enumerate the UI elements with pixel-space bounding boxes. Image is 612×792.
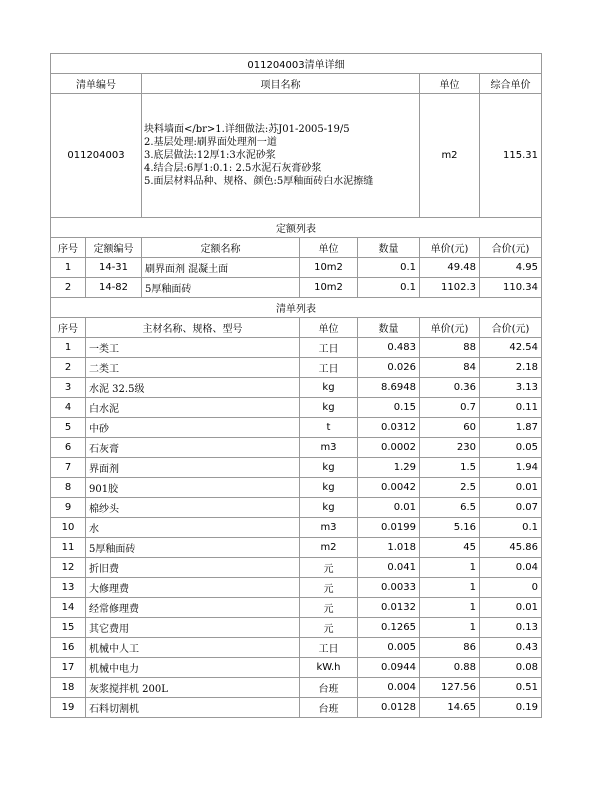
cell: 水 xyxy=(86,518,300,538)
cell: 台班 xyxy=(300,678,358,698)
cell: 1 xyxy=(420,618,480,638)
cell: 1 xyxy=(420,578,480,598)
cell: 中砂 xyxy=(86,418,300,438)
cell: 10m2 xyxy=(300,278,358,298)
table-row xyxy=(51,558,542,578)
cell: 3.13 xyxy=(480,378,542,398)
cell: 1.018 xyxy=(358,538,420,558)
cell: 0.51 xyxy=(480,678,542,698)
cell: kg xyxy=(300,458,358,478)
cell: 0.0312 xyxy=(358,418,420,438)
table-row xyxy=(51,538,542,558)
cell: 二类工 xyxy=(86,358,300,378)
cell: 折旧费 xyxy=(86,558,300,578)
materials-header: 单位 xyxy=(300,318,358,338)
cell: 0.1265 xyxy=(358,618,420,638)
table-row xyxy=(51,518,542,538)
cell: 0.1 xyxy=(480,518,542,538)
cell: 9 xyxy=(51,498,86,518)
cell: 45 xyxy=(420,538,480,558)
cell: 0.01 xyxy=(480,478,542,498)
cell: 0 xyxy=(480,578,542,598)
cell: 白水泥 xyxy=(86,398,300,418)
cell: 0.01 xyxy=(480,598,542,618)
item-code: 011204003 xyxy=(51,94,142,218)
cell: 2.5 xyxy=(420,478,480,498)
cell: 1 xyxy=(51,338,86,358)
cell: 1.29 xyxy=(358,458,420,478)
cell: 2.18 xyxy=(480,358,542,378)
cell: 一类工 xyxy=(86,338,300,358)
table-row xyxy=(51,378,542,398)
cell: 其它费用 xyxy=(86,618,300,638)
cell: 49.48 xyxy=(420,258,480,278)
cell: 0.004 xyxy=(358,678,420,698)
cell: 0.0042 xyxy=(358,478,420,498)
page-title: 011204003清单详细 xyxy=(51,54,542,74)
cell: 13 xyxy=(51,578,86,598)
cell: 0.0199 xyxy=(358,518,420,538)
cell: 元 xyxy=(300,558,358,578)
cell: 0.0033 xyxy=(358,578,420,598)
cell: 14-31 xyxy=(86,258,142,278)
table-row xyxy=(51,338,542,358)
cell: 12 xyxy=(51,558,86,578)
cell: 0.0944 xyxy=(358,658,420,678)
item-price: 115.31 xyxy=(480,94,542,218)
cell: 4 xyxy=(51,398,86,418)
name-header: 项目名称 xyxy=(142,74,420,94)
cell: 88 xyxy=(420,338,480,358)
cell: kg xyxy=(300,378,358,398)
cell: 元 xyxy=(300,618,358,638)
quota-section-title: 定额列表 xyxy=(51,218,542,238)
cell: 127.56 xyxy=(420,678,480,698)
cell: 0.15 xyxy=(358,398,420,418)
cell: 工日 xyxy=(300,358,358,378)
cell: 0.1 xyxy=(358,258,420,278)
cell: 1.87 xyxy=(480,418,542,438)
cell: 刷界面剂 混凝土面 xyxy=(142,258,300,278)
materials-header: 合价(元) xyxy=(480,318,542,338)
cell: 石料切割机 xyxy=(86,698,300,718)
cell: 5厚釉面砖 xyxy=(142,278,300,298)
cell: m3 xyxy=(300,438,358,458)
cell: 0.11 xyxy=(480,398,542,418)
materials-rows xyxy=(51,338,542,718)
cell: kg xyxy=(300,498,358,518)
cell: 0.04 xyxy=(480,558,542,578)
cell: 台班 xyxy=(300,698,358,718)
cell: 84 xyxy=(420,358,480,378)
cell: 机械中人工 xyxy=(86,638,300,658)
cell: 0.01 xyxy=(358,498,420,518)
cell: 0.36 xyxy=(420,378,480,398)
cell: 灰浆搅拌机 200L xyxy=(86,678,300,698)
cell: 2 xyxy=(51,278,86,298)
quota-header: 单位 xyxy=(300,238,358,258)
cell: 42.54 xyxy=(480,338,542,358)
cell: 元 xyxy=(300,598,358,618)
cell: 19 xyxy=(51,698,86,718)
cell: 4.95 xyxy=(480,258,542,278)
cell: 0.041 xyxy=(358,558,420,578)
cell: 5.16 xyxy=(420,518,480,538)
cell: 86 xyxy=(420,638,480,658)
cell: 1.5 xyxy=(420,458,480,478)
quota-header: 合价(元) xyxy=(480,238,542,258)
cell: 工日 xyxy=(300,338,358,358)
cell: 工日 xyxy=(300,638,358,658)
price-header: 综合单价 xyxy=(480,74,542,94)
cell: kg xyxy=(300,398,358,418)
table-row xyxy=(51,358,542,378)
quota-header: 定额编号 xyxy=(86,238,142,258)
desc-line: 4.结合层:6厚1:0.1: 2.5水泥石灰膏砂浆 xyxy=(144,163,322,174)
cell: 5厚釉面砖 xyxy=(86,538,300,558)
cell: 大修理费 xyxy=(86,578,300,598)
table-row xyxy=(51,678,542,698)
cell: 元 xyxy=(300,578,358,598)
cell: kW.h xyxy=(300,658,358,678)
cell: 0.0002 xyxy=(358,438,420,458)
cell: 6 xyxy=(51,438,86,458)
cell: 1 xyxy=(51,258,86,278)
cell: 60 xyxy=(420,418,480,438)
cell: m3 xyxy=(300,518,358,538)
cell: 棉纱头 xyxy=(86,498,300,518)
cell: 8 xyxy=(51,478,86,498)
cell: 11 xyxy=(51,538,86,558)
table-row xyxy=(51,598,542,618)
cell: 机械中电力 xyxy=(86,658,300,678)
table-row xyxy=(51,458,542,478)
cell: 110.34 xyxy=(480,278,542,298)
cell: 0.1 xyxy=(358,278,420,298)
materials-header: 主材名称、规格、型号 xyxy=(86,318,300,338)
cell: 0.05 xyxy=(480,438,542,458)
item-description xyxy=(142,94,420,218)
table-row xyxy=(51,278,542,298)
cell: 10 xyxy=(51,518,86,538)
table-row xyxy=(51,418,542,438)
quota-header: 单价(元) xyxy=(420,238,480,258)
cell: 10m2 xyxy=(300,258,358,278)
cell: 水泥 32.5级 xyxy=(86,378,300,398)
cell: 0.08 xyxy=(480,658,542,678)
cell: 6.5 xyxy=(420,498,480,518)
cell: 14 xyxy=(51,598,86,618)
table-row xyxy=(51,498,542,518)
table-row xyxy=(51,618,542,638)
cell: 15 xyxy=(51,618,86,638)
cell: 45.86 xyxy=(480,538,542,558)
cell: 5 xyxy=(51,418,86,438)
cell: 0.0128 xyxy=(358,698,420,718)
cell: 1 xyxy=(420,598,480,618)
cell: 0.07 xyxy=(480,498,542,518)
cell: 0.005 xyxy=(358,638,420,658)
quota-header: 数量 xyxy=(358,238,420,258)
cell: 0.026 xyxy=(358,358,420,378)
cell: 0.7 xyxy=(420,398,480,418)
cell: 0.483 xyxy=(358,338,420,358)
code-header: 清单编号 xyxy=(51,74,142,94)
cell: 界面剂 xyxy=(86,458,300,478)
cell: 1102.3 xyxy=(420,278,480,298)
cell: 7 xyxy=(51,458,86,478)
materials-header: 数量 xyxy=(358,318,420,338)
quota-header: 定额名称 xyxy=(142,238,300,258)
cell: 1 xyxy=(420,558,480,578)
desc-line: 块料墙面</br>1.详细做法:苏J01-2005-19/5 xyxy=(144,124,350,135)
item-unit: m2 xyxy=(420,94,480,218)
cell: 3 xyxy=(51,378,86,398)
cell: kg xyxy=(300,478,358,498)
desc-line: 2.基层处理:刷界面处理剂一道 xyxy=(144,137,277,148)
cell: 经常修理费 xyxy=(86,598,300,618)
cell: 石灰膏 xyxy=(86,438,300,458)
cell: 0.0132 xyxy=(358,598,420,618)
materials-header: 单价(元) xyxy=(420,318,480,338)
table-row xyxy=(51,438,542,458)
table-row xyxy=(51,258,542,278)
cell: 8.6948 xyxy=(358,378,420,398)
table-row xyxy=(51,578,542,598)
cell: 901胶 xyxy=(86,478,300,498)
quota-header: 序号 xyxy=(51,238,86,258)
desc-line: 5.面层材料品种、规格、颜色:5厚釉面砖白水泥擦缝 xyxy=(144,176,374,187)
table-row xyxy=(51,478,542,498)
table-row xyxy=(51,398,542,418)
cell: 14-82 xyxy=(86,278,142,298)
materials-section-title: 清单列表 xyxy=(51,298,542,318)
cell: 0.43 xyxy=(480,638,542,658)
cell: 2 xyxy=(51,358,86,378)
cell: 1.94 xyxy=(480,458,542,478)
unit-header: 单位 xyxy=(420,74,480,94)
cell: 16 xyxy=(51,638,86,658)
cell: 0.19 xyxy=(480,698,542,718)
table-row xyxy=(51,638,542,658)
cell: 0.88 xyxy=(420,658,480,678)
desc-line: 3.底层做法:12厚1:3水泥砂浆 xyxy=(144,150,276,161)
cell: 17 xyxy=(51,658,86,678)
cell: 0.13 xyxy=(480,618,542,638)
cell: 230 xyxy=(420,438,480,458)
table-row xyxy=(51,698,542,718)
bill-detail-table xyxy=(50,53,542,718)
cell: m2 xyxy=(300,538,358,558)
cell: 18 xyxy=(51,678,86,698)
cell: 14.65 xyxy=(420,698,480,718)
materials-header: 序号 xyxy=(51,318,86,338)
cell: t xyxy=(300,418,358,438)
table-row xyxy=(51,658,542,678)
